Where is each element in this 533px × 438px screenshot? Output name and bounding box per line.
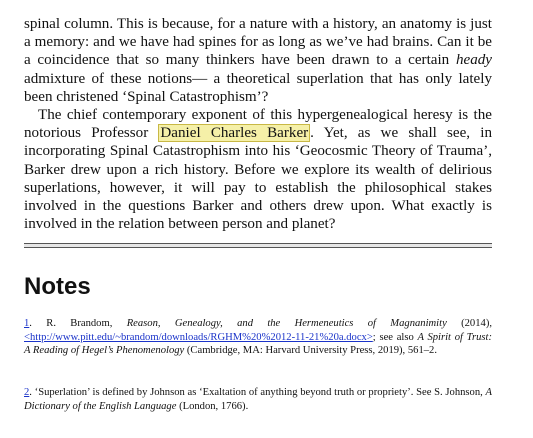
note-1-text-c: ; see also: [372, 331, 418, 343]
note-1-number-link[interactable]: 1: [24, 318, 30, 329]
notes-heading: Notes: [24, 273, 91, 300]
note-1-text-a: . R. Brandom,: [29, 318, 127, 329]
highlighted-name[interactable]: Daniel Charles Barker: [160, 125, 309, 142]
paragraph-1: [24, 15, 492, 106]
paragraph-2-text-b: . Yet, as we shall see, in incorporating Spinal Catastrophism into his ‘Geocosmic Theory of Trauma’, Barker drew upon a rich history. Before we explore its wealth of delirious superlations, however, it will pay to establish the philosophical stakes involved in the questions Barker and others drew upon. What exactly is involved in the relation between person and planet?: [24, 125, 492, 233]
note-2-number-link[interactable]: 2: [24, 387, 30, 398]
heady-emphasis: heady: [455, 52, 492, 69]
paragraph-2-text-a: The chief contemporary exponent of this hypergenealogical heresy is the notorious Professor: [24, 107, 492, 142]
paragraph-2: [24, 106, 492, 233]
paragraph-1-text-a: spinal column. This is because, for a nature with a history, an anatomy is just a memory: and we have had spines for as long as we’ve had brains. Can it be a coincidence that so many thinkers have been drawn to a certain: [24, 16, 492, 69]
note-2-text-b: (London, 1766).: [176, 400, 249, 412]
main-text: [24, 15, 492, 233]
note-2-text-a: . ‘Superlation’ is defined by Johnson as ‘Exaltation of anything beyond truth or propriety’. See S. Johnson,: [29, 387, 486, 398]
note-2-title-1: A Dictionary of the English Language: [24, 387, 492, 412]
section-divider: [24, 243, 492, 248]
paragraph-1-text-b: admixture of these notions— a theoretical superlation that has only lately been christened ‘Spinal Catastrophism’?: [24, 70, 492, 105]
note-1-url-link[interactable]: <http://www.pitt.edu/~brandom/downloads/RGHM%20%2012-11-21%20a.docx>: [24, 331, 373, 343]
note-1-text-d: (Cambridge, MA: Harvard University Press, 2019), 561–2.: [184, 345, 437, 356]
note-1-title-1: Reason, Genealogy, and the Hermeneutics of Magnanimity: [126, 318, 447, 329]
note-1-title-2: A Spirit of Trust: A Reading of Hegel’s Phenomenology: [24, 331, 492, 356]
note-2: [24, 386, 492, 413]
note-1-text-b: (2014),: [446, 318, 492, 329]
note-1: [24, 317, 492, 358]
